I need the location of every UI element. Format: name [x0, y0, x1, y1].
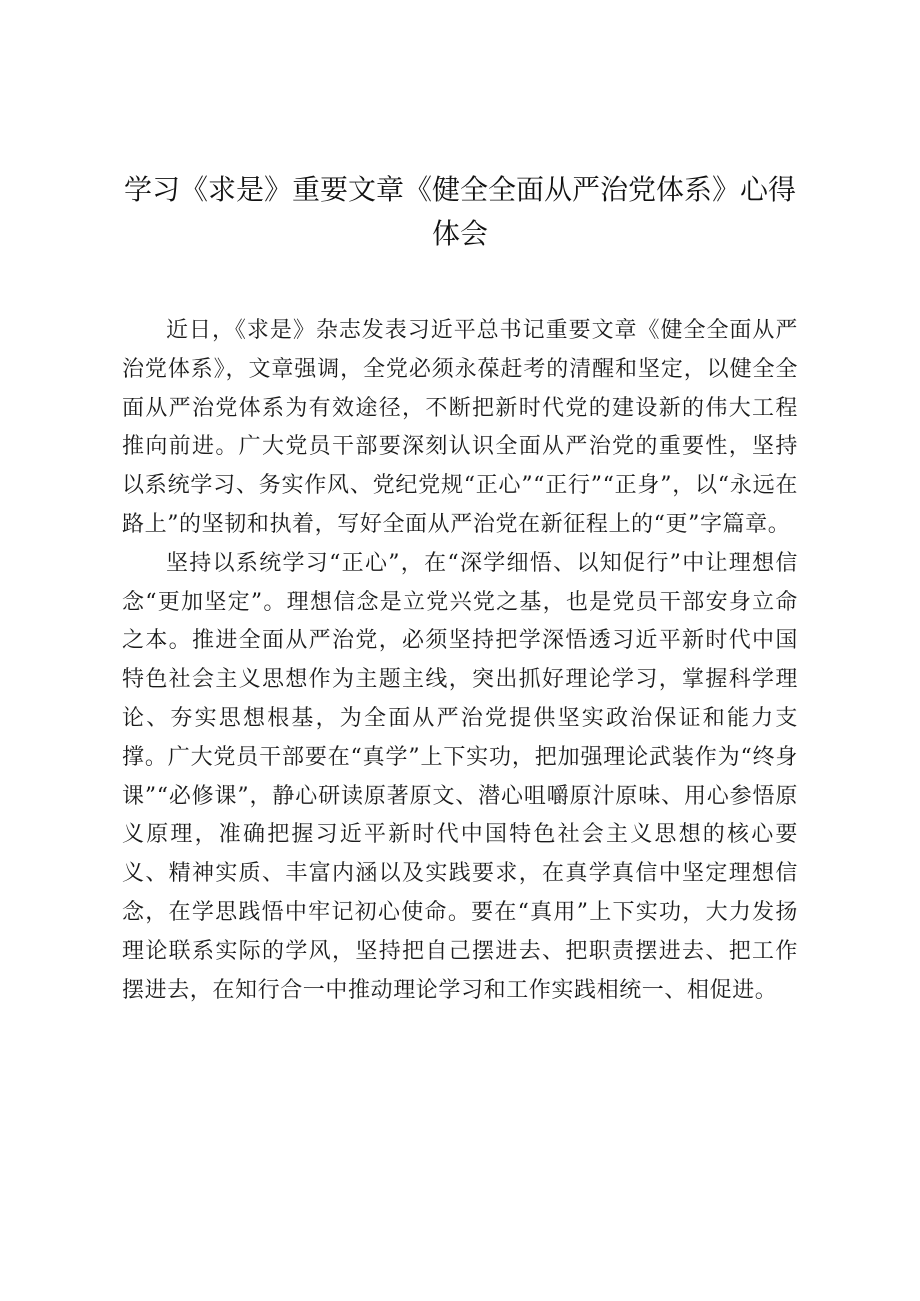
document-title [110, 168, 810, 256]
document-body [122, 312, 798, 1010]
paragraph-system-study: 坚持以系统学习“正心”，在“深学细悟、以知促行”中让理想信念“更加坚定”。理想信念是立党兴党之基，也是党员干部安身立命之本。推进全面从严治党，必须坚持把学深悟透习近平新时代中国特色社会主义思想作为主题主线，突出抓好理论学习，掌握科学理论、夯实思想根基，为全面从严治党提供坚实政治保证和能力支撑。广大党员干部要在“真学”上下实功，把加强理论武装作为“终身课”“必修课”，静心研读原著原文、潜心咀嚼原汁原味、用心参悟原义原理，准确把握习近平新时代中国特色社会主义思想的核心要义、精神实质、丰富内涵以及实践要求，在真学真信中坚定理想信念，在学思践悟中牢记初心使命。要在“真用”上下实功，大力发扬理论联系实际的学风，坚持把自己摆进去、把职责摆进去、把工作摆进去，在知行合一中推动理论学习和工作实践相统一、相促进。 [122, 550, 798, 1003]
paragraph-intro: 近日，《求是》杂志发表习近平总书记重要文章《健全全面从严治党体系》，文章强调，全党必须永葆赶考的清醒和坚定，以健全全面从严治党体系为有效途径，不断把新时代党的建设新的伟大工程推向前进。广大党员干部要深刻认识全面从严治党的重要性，坚持以系统学习、务实作风、党纪党规“正心”“正行”“正身”，以“永远在路上”的坚韧和执着，写好全面从严治党在新征程上的“更”字篇章。 [122, 318, 798, 537]
title-line-1: 学习《求是》重要文章《健全全面从严治党体系》心得 [123, 173, 796, 206]
title-line-2: 体会 [431, 217, 488, 250]
